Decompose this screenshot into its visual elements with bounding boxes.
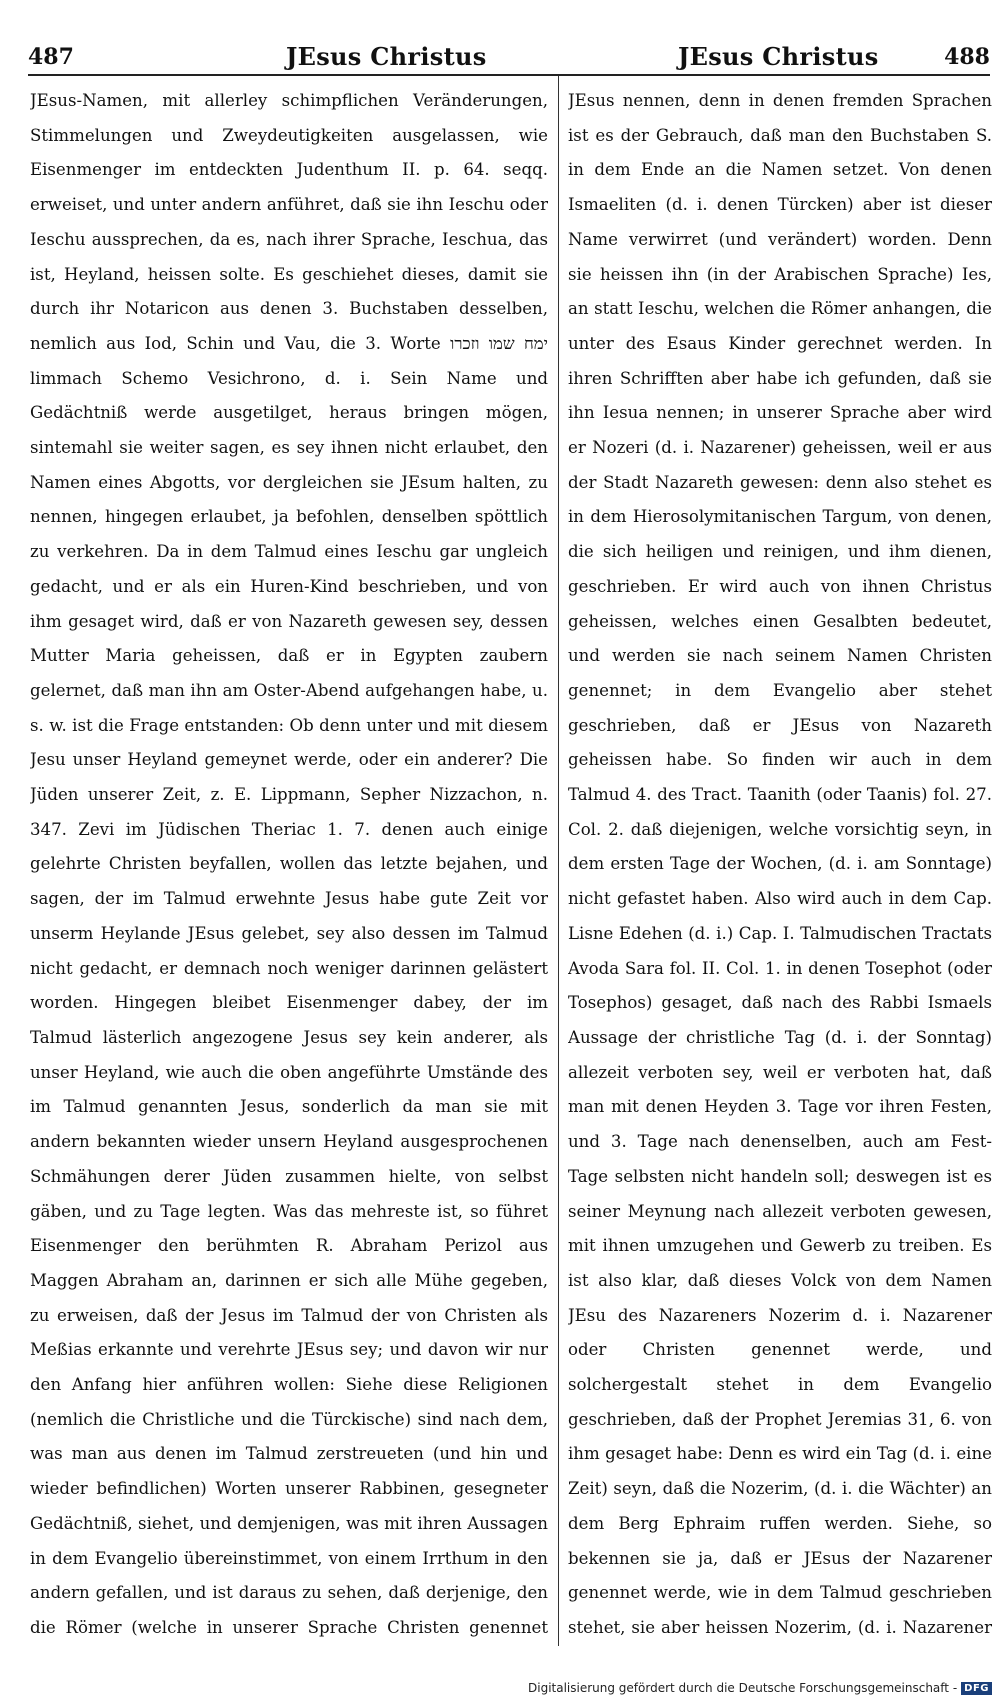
dfg-logo-icon: DFG — [961, 1682, 992, 1695]
running-header — [28, 40, 990, 76]
digitization-footer — [528, 1681, 992, 1695]
left-running-title: JEsus Christus — [286, 42, 487, 71]
left-column-text: JEsus-Namen, mit allerley schimpflichen Veränderungen, Stimmelungen und Zweydeutigkeiten ausgelassen, wie Eisenmenger im entdeckten Judenthum II. p. 64. seqq. erweiset, und unter andern anführet, daß sie ihn Ieschu oder Ieschu aussprechen, da es, nach ihrer Sprache, Ieschua, das ist, Heyland, heissen solte. Es geschiehet dieses, damit sie durch ihr Notaricon aus denen 3. Buchstaben desselben, nemlich aus Iod, Schin und Vau, die 3. Worte ימח שמו וזכרו limmach Schemo Vesichrono, d. i. Sein Name und Gedächtniß werde ausgetilget, heraus bringen mögen, sintemahl sie weiter sagen, es sey ihnen nicht erlaubet, den Namen eines Abgotts, vor dergleichen sie JEsum halten, zu nennen, hingegen erlaubet, ja befohlen, denselben spöttlich zu verkehren. Da in dem Talmud eines Ieschu gar ungleich gedacht, und er als ein Huren-Kind beschrieben, und von ihm gesaget wird, daß er von Nazareth gewesen sey, dessen Mutter Maria geheissen, daß er in Egypten zaubern gelernet, daß man ihn am Oster-Abend aufgehangen habe, u. s. w. ist die Frage entstanden: Ob denn unter und mit diesem Jesu unser Heyland gemeynet werde, oder ein anderer? Die Jüden unserer Zeit, z. E. Lippmann, Sepher Nizzachon, n. 347. Zevi im Jüdischen Theriac 1. 7. denen auch einige gelehrte Christen beyfallen, wollen das letzte bejahen, und sagen, der im Talmud erwehnte Jesus habe gute Zeit vor unserm Heylande JEsus gelebet, sey also dessen im Talmud nicht gedacht, er demnach noch weniger darinnen gelästert worden. Hingegen bleibet Eisenmenger dabey, der im Talmud lästerlich angezogene Jesus sey kein anderer, als unser Heyland, wie auch die oben angeführte Umstände des im Talmud genannten Jesus, sonderlich da man sie mit andern bekannten wieder unsern Heyland ausgesprochenen Schmähungen derer Jüden zusammen hielte, von selbst gäben, und zu Tage legten. Was das mehreste ist, so führet Eisenmenger den berühmten R. Abraham Perizol aus Maggen Abraham an, darinnen er sich alle Mühe gegeben, zu erweisen, daß der Jesus im Talmud der von Christen als Meßias erkannte und verehrte JEsus sey; und davon wir nur den Anfang hier anführen wollen: Siehe diese Religionen (nemlich die Christliche und die Türckische) sind nach dem, was man aus denen im Talmud zerstreueten (und hin und wieder befindlichen) Worten unserer Rabbinen, gesegneter Gedächtniß, siehet, und demjenigen, was mit ihren Aussagen in dem Evangelio übereinstimmet, von einem Irrthum in den andern gefallen, und ist daraus zu sehen, daß derjenige, den die Römer (welche in unserer Sprache Christen genennet — [30, 91, 548, 1637]
right-column — [568, 84, 992, 1644]
footer-credit: Digitalisierung gefördert durch die Deutsche Forschungsgemeinschaft - — [528, 1681, 958, 1695]
right-page-number: 488 — [944, 44, 990, 70]
left-page-number: 487 — [28, 44, 74, 70]
column-divider — [558, 76, 559, 1646]
right-running-title: JEsus Christus — [678, 42, 879, 71]
left-column — [30, 84, 548, 1644]
right-column-text: JEsus nennen, denn in denen fremden Sprachen ist es der Gebrauch, daß man den Buchstaben S. in dem Ende an die Namen setzet. Von denen Ismaeliten (d. i. denen Türcken) aber ist dieser Name verwirret (und verändert) worden. Denn sie heissen ihn (in der Arabischen Sprache) Ies, an statt Ieschu, welchen die Römer anhangen, die unter des Esaus Kinder gerechnet werden. In ihren Schrifften aber habe ich gefunden, daß sie ihn Iesua nennen; in unserer Sprache aber wird er Nozeri (d. i. Nazarener) geheissen, weil er aus der Stadt Nazareth gewesen: denn also stehet es in dem Hierosolymitanischen Targum, von denen, die sich heiligen und reinigen, und ihm dienen, geschrieben. Er wird auch von ihnen Christus geheissen, welches einen Gesalbten bedeutet, und werden sie nach seinem Namen Christen genennet; in dem Evangelio aber stehet geschrieben, daß er JEsus von Nazareth geheissen habe. So finden wir auch in dem Talmud 4. des Tract. Taanith (oder Taanis) fol. 27. Col. 2. daß diejenigen, welche vorsichtig seyn, in dem ersten Tage der Wochen, (d. i. am Sonntage) nicht gefastet haben. Also wird auch in dem Cap. Lisne Edehen (d. i.) Cap. I. Talmudischen Tractats Avoda Sara fol. II. Col. 1. in denen Tosephot (oder Tosephos) gesaget, daß nach des Rabbi Ismaels Aussage der christliche Tag (d. i. der Sonntag) allezeit verboten sey, weil er verboten hat, daß man mit denen Heyden 3. Tage vor ihren Festen, und 3. Tage nach denenselben, auch am Fest-Tage selbsten nicht handeln soll; deswegen ist es seiner Meynung nach allezeit verboten gewesen, mit ihnen umzugehen und Gewerb zu treiben. Es ist also klar, daß dieses Volck von dem Namen JEsu des Nazareners Nozerim d. i. Nazarener oder Christen genennet werde, und solchergestalt stehet in dem Evangelio geschrieben, daß der Prophet Jeremias 31, 6. von ihm gesaget habe: Denn es wird ein Tag (d. i. eine Zeit) seyn, daß die Nozerim, (d. i. die Wächter) an dem Berg Ephraim ruffen werden. Siehe, so bekennen sie ja, daß er JEsus der Nazarener genennet werde, wie in dem Talmud geschrieben stehet, sie aber heissen Nozerim, (d. i. Nazarener — [568, 91, 992, 1637]
